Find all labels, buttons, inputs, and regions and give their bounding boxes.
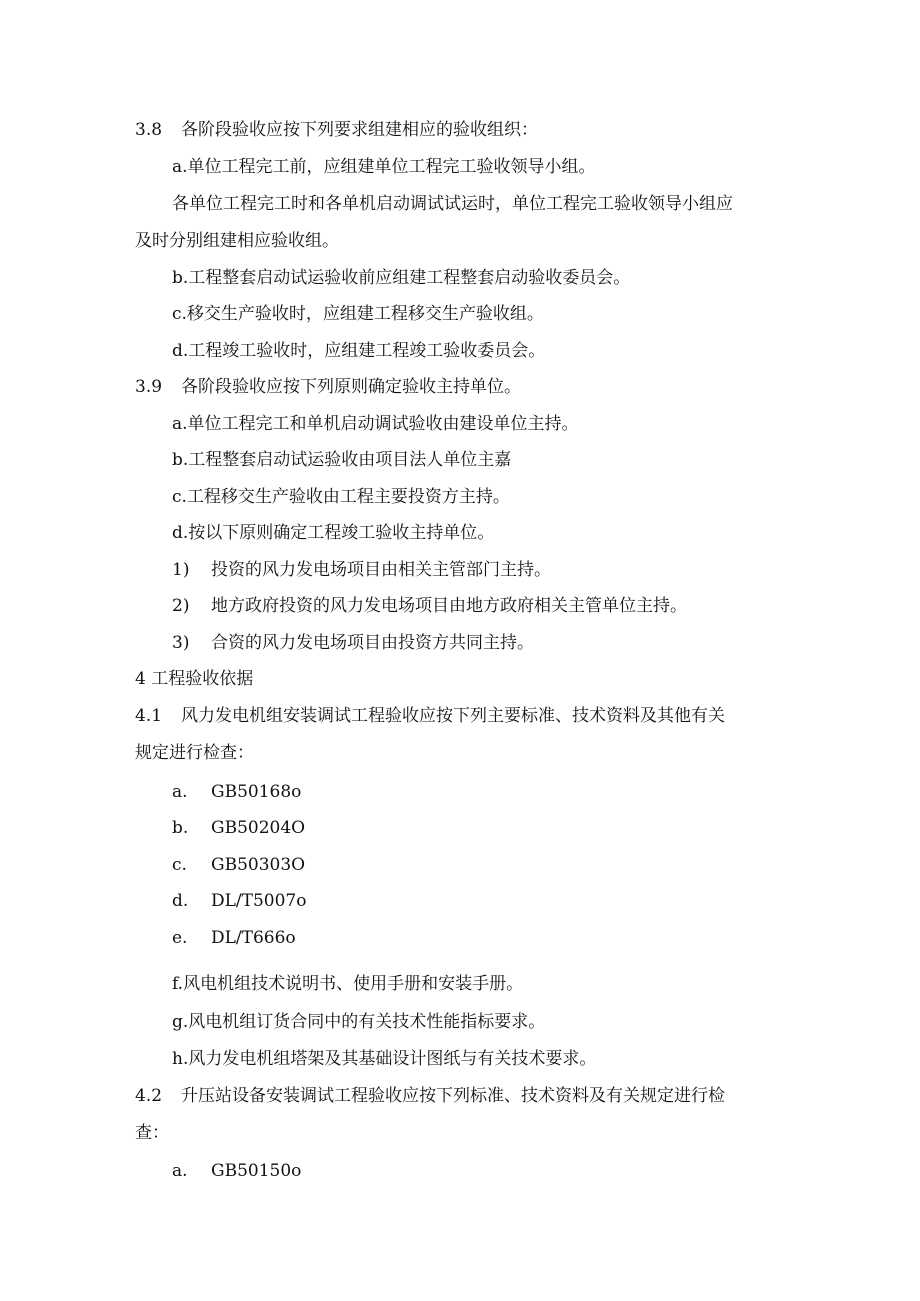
- clause-text: 升压站设备安装调试工程验收应按下列标准、技术资料及有关规定进行检: [181, 1086, 725, 1106]
- clause-4-1-item-g: g.风电机组订货合同中的有关技术性能指标要求。: [172, 1012, 546, 1032]
- list-item-number: 2): [172, 596, 190, 616]
- clause-text: 风力发电机组安装调试工程验收应按下列主要标准、技术资料及其他有关: [181, 706, 725, 726]
- clause-4-1-item-f: f.风电机组技术说明书、使用手册和安装手册。: [172, 974, 524, 994]
- list-item-number: 3): [172, 633, 190, 653]
- clause-number: 4.1: [135, 706, 163, 726]
- section-heading: 4 工程验收依据: [135, 669, 254, 689]
- standard-item-code: GB50168o: [211, 782, 302, 802]
- clause-number: 3.8: [135, 120, 163, 140]
- standard-item-letter: a.: [172, 782, 188, 802]
- standard-item-letter: c.: [172, 855, 187, 875]
- clause-4-1-item-h: h.风力发电机组塔架及其基础设计图纸与有关技术要求。: [172, 1049, 597, 1069]
- clause-3-8-item-a: a.单位工程完工前，应组建单位工程完工验收领导小组。: [172, 157, 596, 177]
- standard-item-code: GB50204O: [211, 818, 306, 838]
- clause-3-8-item-b: b.工程整套启动试运验收前应组建工程整套启动验收委员会。: [172, 268, 631, 288]
- standard-item-code: DL/T5007o: [211, 891, 307, 911]
- list-item-text: 合资的风力发电场项目由投资方共同主持。: [211, 633, 534, 653]
- standard-item-letter: a.: [172, 1161, 188, 1181]
- paragraph-line: 各单位工程完工时和各单机启动调试试运时，单位工程完工验收领导小组应: [172, 194, 733, 214]
- standard-item-letter: b.: [172, 818, 189, 838]
- clause-text-continued: 规定进行检查：: [135, 743, 254, 763]
- clause-text: 各阶段验收应按下列要求组建相应的验收组织：: [181, 120, 538, 140]
- clause-3-9-item-c: c.工程移交生产验收由工程主要投资方主持。: [172, 487, 510, 507]
- paragraph-line: 及时分别组建相应验收组。: [135, 231, 339, 251]
- standard-item-letter: e.: [172, 928, 188, 948]
- list-item-number: 1): [172, 560, 190, 580]
- standard-item-code: DL/T666o: [211, 928, 296, 948]
- clause-text: 各阶段验收应按下列原则确定验收主持单位。: [181, 377, 521, 397]
- list-item-text: 地方政府投资的风力发电场项目由地方政府相关主管单位主持。: [211, 596, 687, 616]
- clause-3-9-item-d: d.按以下原则确定工程竣工验收主持单位。: [172, 523, 495, 543]
- clause-text-continued: 查：: [135, 1123, 169, 1143]
- standard-item-letter: d.: [172, 891, 189, 911]
- clause-3-8-item-d: d.工程竣工验收时，应组建工程竣工验收委员会。: [172, 341, 546, 361]
- clause-number: 3.9: [135, 377, 163, 397]
- clause-3-9-item-a: a.单位工程完工和单机启动调试验收由建设单位主持。: [172, 414, 579, 434]
- clause-number: 4.2: [135, 1086, 163, 1106]
- list-item-text: 投资的风力发电场项目由相关主管部门主持。: [211, 560, 551, 580]
- standard-item-code: GB50303O: [211, 855, 306, 875]
- standard-item-code: GB50150o: [211, 1161, 302, 1181]
- clause-3-8-item-c: c.移交生产验收时，应组建工程移交生产验收组。: [172, 304, 544, 324]
- clause-3-9-item-b: b.工程整套启动试运验收由项目法人单位主嘉: [172, 450, 512, 470]
